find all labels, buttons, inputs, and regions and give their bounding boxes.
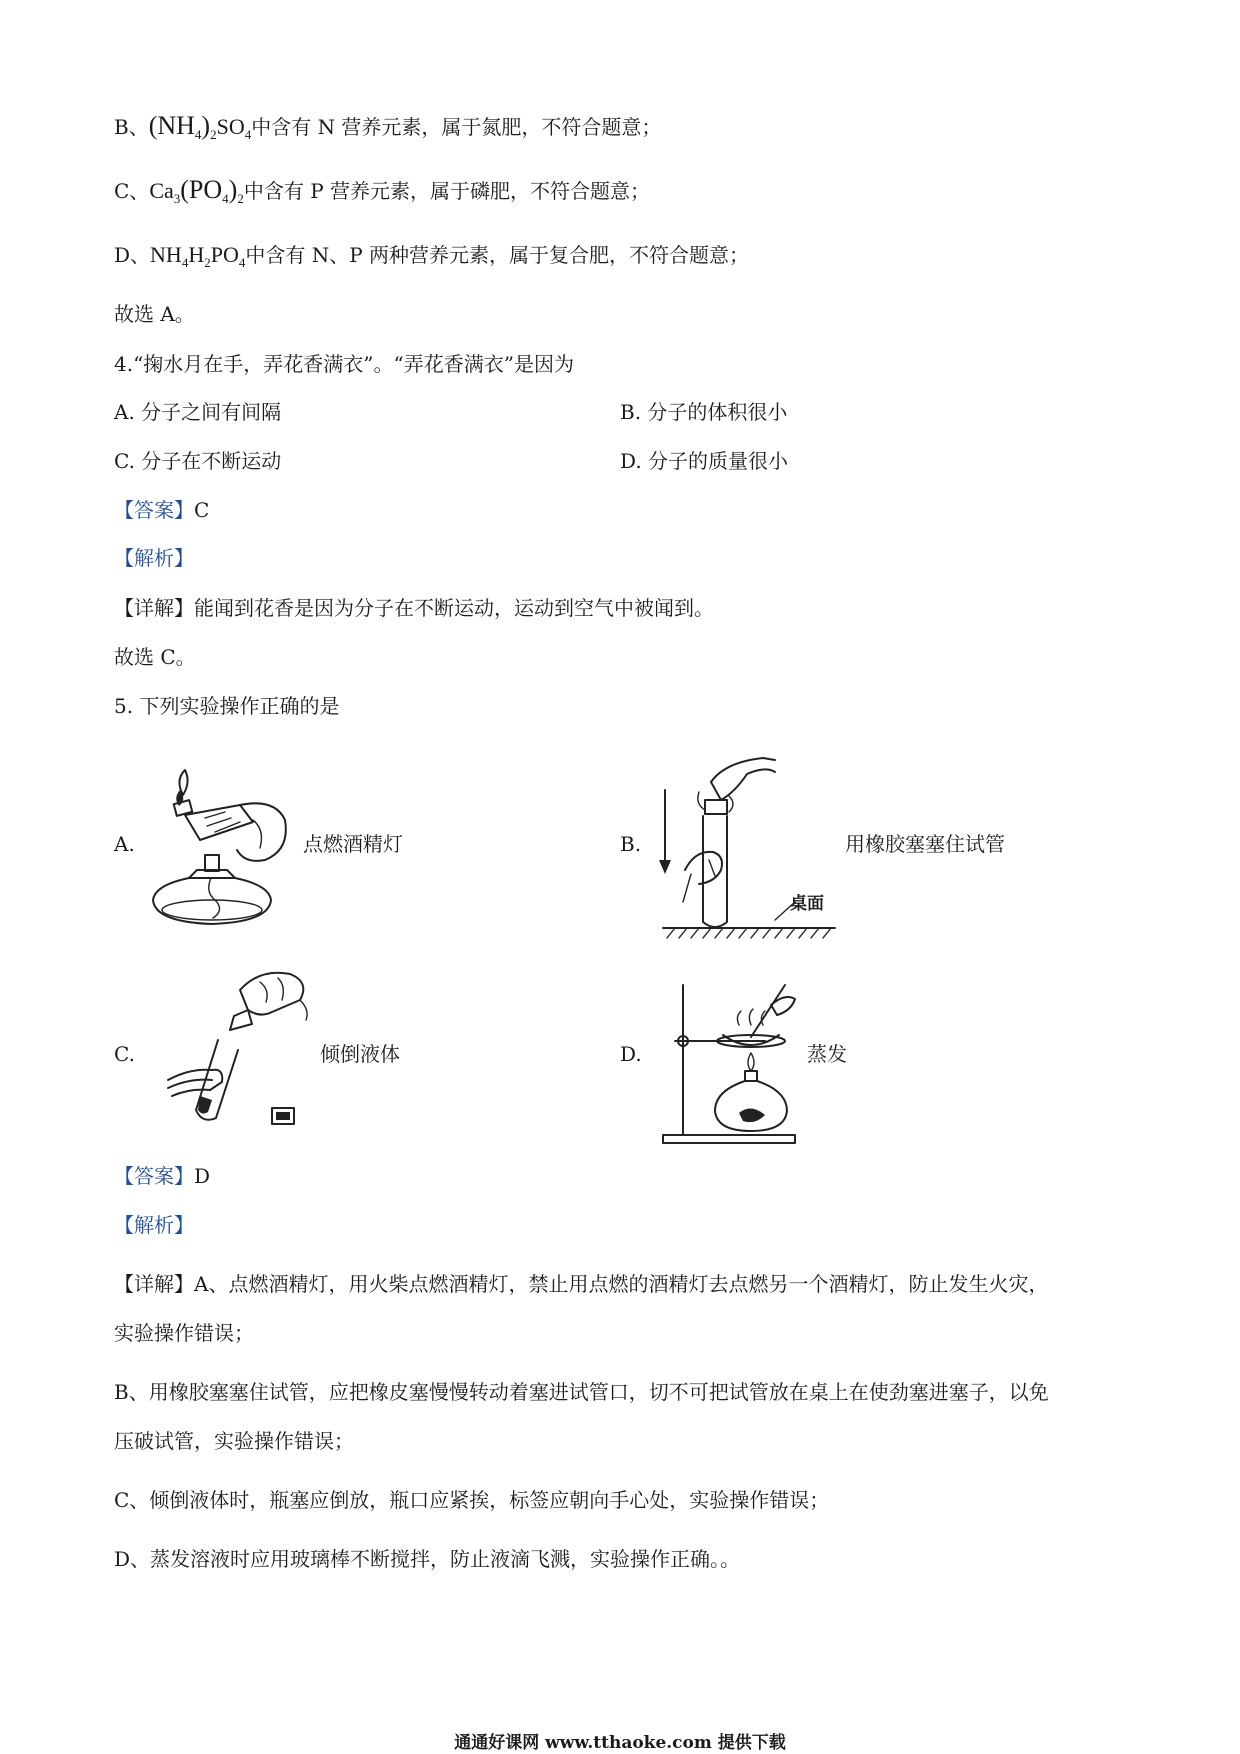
q5-option-a-caption: 点燃酒精灯 <box>303 832 403 856</box>
q5-option-b-letter: B. <box>620 832 642 856</box>
formula-ammonium-dihydrogen-phosphate: $NH_4H_2PO_4$ <box>150 242 246 270</box>
option-c-prefix: C、 <box>114 179 150 203</box>
q5-analysis-label: 【解析】 <box>114 1213 194 1237</box>
detail-text: 能闻到花香是因为分子在不断运动，运动到空气中被闻到。 <box>194 596 714 620</box>
q5-option-a-letter: A. <box>114 832 135 856</box>
q4-analysis-label: 【解析】 <box>114 546 194 570</box>
option-b-text: 中含有 N 营养元素，属于氮肥，不符合题意； <box>251 115 662 139</box>
formula-ammonium-sulfate: $(NH_4)_2SO_4$ <box>148 111 252 142</box>
page-footer: 通通好课网 www.tthaoke.com 提供下载 <box>454 1733 786 1753</box>
q5-option-b-figure-label: 桌面 <box>790 894 824 914</box>
option-c-explanation <box>114 176 650 213</box>
q4-stem: 4.“掬水月在手，弄花香满衣”。“弄花香满衣”是因为 <box>114 352 574 376</box>
q5-detail-c: C、倾倒液体时，瓶塞应倒放，瓶口应紧挨，标签应朝向手心处，实验操作错误； <box>114 1488 830 1512</box>
q4-conclusion: 故选 C。 <box>114 645 196 669</box>
option-b-explanation <box>114 112 661 149</box>
evaporating-dish-icon <box>655 975 805 1145</box>
answer-label: 【答案】 <box>114 1164 194 1188</box>
detail-a-text: A、点燃酒精灯，用火柴点燃酒精灯，禁止用点燃的酒精灯去点燃另一个酒精灯，防止发生火灾， <box>194 1272 1049 1296</box>
q5-option-c-letter: C. <box>114 1042 135 1066</box>
q4-answer <box>114 496 209 524</box>
q5-detail-a-line1 <box>114 1270 1048 1298</box>
answer-value: D <box>194 1164 211 1188</box>
q5-detail-d: D、蒸发溶液时应用玻璃棒不断搅拌，防止液滴飞溅，实验操作正确。。 <box>114 1547 741 1571</box>
q4-option-a: A. 分子之间有间隔 <box>114 400 282 424</box>
q5-detail-b-line1: B、用橡胶塞塞住试管，应把橡皮塞慢慢转动着塞进试管口，切不可把试管放在桌上在使劲塞进塞子，以免 <box>114 1380 1049 1404</box>
q5-option-b-caption: 用橡胶塞塞住试管 <box>845 832 1005 856</box>
answer-label: 【答案】 <box>114 498 194 522</box>
option-c-text: 中含有 P 营养元素，属于磷肥，不符合题意； <box>243 179 651 203</box>
formula-calcium-phosphate: $Ca_3(PO_4)_2$ <box>149 175 244 206</box>
option-b-prefix: B、 <box>114 115 149 139</box>
pouring-liquid-icon <box>160 960 320 1135</box>
option-d-text: 中含有 N、P 两种营养元素，属于复合肥，不符合题意； <box>245 243 750 267</box>
q5-answer <box>114 1162 210 1190</box>
detail-label: 【详解】 <box>114 1272 194 1296</box>
q3-conclusion: 故选 A。 <box>114 302 195 326</box>
option-d-explanation <box>114 241 749 277</box>
q4-detail <box>114 594 714 622</box>
q5-stem: 5. 下列实验操作正确的是 <box>114 694 340 718</box>
q5-option-d-caption: 蒸发 <box>807 1042 847 1066</box>
q5-detail-b-line2: 压破试管，实验操作错误； <box>114 1429 354 1453</box>
q4-option-b: B. 分子的体积很小 <box>620 400 788 424</box>
q5-option-d-letter: D. <box>620 1042 642 1066</box>
answer-value: C <box>194 498 210 522</box>
q5-detail-a-line2: 实验操作错误； <box>114 1321 254 1345</box>
detail-label: 【详解】 <box>114 596 194 620</box>
alcohol-lamp-lighting-icon <box>145 760 295 930</box>
q4-option-c: C. 分子在不断运动 <box>114 449 282 473</box>
q5-option-c-caption: 倾倒液体 <box>320 1042 400 1066</box>
q4-option-d: D. 分子的质量很小 <box>620 449 789 473</box>
option-d-prefix: D、 <box>114 243 151 267</box>
